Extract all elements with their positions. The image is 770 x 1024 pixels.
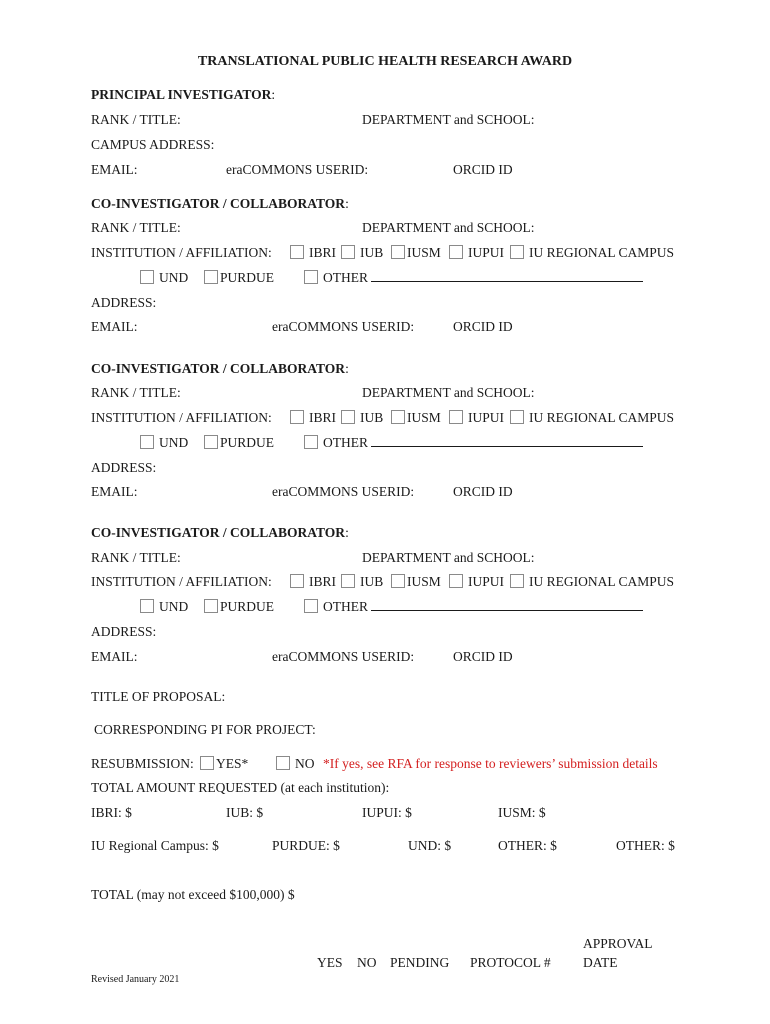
coi-2-ibri-label: IBRI	[309, 410, 336, 425]
coi-1-other-field[interactable]	[323, 270, 643, 286]
coi-2-eracommons-field[interactable]: eraCOMMONS USERID:	[272, 484, 415, 499]
coi-1-iupui-label: IUPUI	[468, 245, 504, 260]
coi-2-other-field[interactable]	[323, 435, 643, 451]
no-column-header: NO	[357, 955, 377, 970]
coi-2-iub-checkbox[interactable]	[341, 410, 355, 424]
resubmission-no-label: NO	[295, 756, 315, 771]
coi-3-department-field[interactable]: DEPARTMENT and SCHOOL:	[362, 550, 535, 565]
coi-2-rank-field[interactable]: RANK / TITLE:	[91, 385, 181, 400]
resubmission-label: RESUBMISSION:	[91, 756, 194, 771]
coi-3-other-checkbox[interactable]	[304, 599, 318, 613]
coi-2-other-checkbox[interactable]	[304, 435, 318, 449]
coi-2-heading-colon: :	[345, 361, 349, 376]
coi-3-eracommons-field[interactable]: eraCOMMONS USERID:	[272, 649, 415, 664]
coi-1-und-checkbox[interactable]	[140, 270, 154, 284]
coi-1-heading-colon: :	[345, 196, 349, 211]
pi-heading-colon: :	[271, 87, 276, 102]
resubmission-yes-label: YES*	[216, 756, 249, 771]
coi-2-iub-label: IUB	[360, 410, 384, 425]
coi-3-iupui-label: IUPUI	[468, 574, 504, 589]
coi-3-purdue-checkbox[interactable]	[204, 599, 218, 613]
coi-2-und-label: UND	[159, 435, 189, 450]
coi-1-regional-label: IU REGIONAL CAMPUS	[529, 245, 675, 260]
coi-1-iub-checkbox[interactable]	[341, 245, 355, 259]
coi-1-department-field[interactable]: DEPARTMENT and SCHOOL:	[362, 220, 535, 235]
pi-heading-text: PRINCIPAL INVESTIGATOR	[91, 87, 272, 102]
coi-2-institution-label: INSTITUTION / AFFILIATION:	[91, 410, 272, 425]
coi-3-rank-field[interactable]: RANK / TITLE:	[91, 550, 181, 565]
coi-2-heading-text: CO-INVESTIGATOR / COLLABORATOR	[91, 361, 346, 376]
coi-2-heading	[91, 361, 349, 377]
coi-3-regional-label: IU REGIONAL CAMPUS	[529, 574, 675, 589]
amount-regional-field[interactable]: IU Regional Campus: $	[91, 838, 219, 853]
approval-header: APPROVAL	[583, 936, 653, 951]
coi-2-other-underline	[371, 435, 643, 447]
pi-orcid-field[interactable]: ORCID ID	[453, 162, 513, 177]
coi-3-iusm-label: IUSM	[407, 574, 441, 589]
coi-2-iupui-label: IUPUI	[468, 410, 504, 425]
coi-3-regional-checkbox[interactable]	[510, 574, 524, 588]
coi-3-heading-text: CO-INVESTIGATOR / COLLABORATOR	[91, 525, 346, 540]
coi-1-regional-checkbox[interactable]	[510, 245, 524, 259]
amount-iub-field[interactable]: IUB: $	[226, 805, 264, 820]
coi-1-other-underline	[371, 270, 643, 282]
coi-3-email-field[interactable]: EMAIL:	[91, 649, 138, 664]
resubmission-no-checkbox[interactable]	[276, 756, 290, 770]
resubmission-note: *If yes, see RFA for response to reviewers’ submission details	[323, 756, 658, 771]
yes-column-header: YES	[317, 955, 343, 970]
amount-und-field[interactable]: UND: $	[408, 838, 452, 853]
coi-2-iupui-checkbox[interactable]	[449, 410, 463, 424]
coi-3-other-label: OTHER	[323, 599, 368, 614]
coi-3-address-field[interactable]: ADDRESS:	[91, 624, 157, 639]
coi-1-iub-label: IUB	[360, 245, 384, 260]
coi-3-iub-checkbox[interactable]	[341, 574, 355, 588]
coi-3-purdue-label: PURDUE	[220, 599, 275, 614]
coi-1-ibri-checkbox[interactable]	[290, 245, 304, 259]
coi-1-email-field[interactable]: EMAIL:	[91, 319, 138, 334]
coi-1-purdue-label: PURDUE	[220, 270, 275, 285]
pi-campus-address-field[interactable]: CAMPUS ADDRESS:	[91, 137, 215, 152]
coi-1-institution-label: INSTITUTION / AFFILIATION:	[91, 245, 272, 260]
coi-2-orcid-field[interactable]: ORCID ID	[453, 484, 513, 499]
proposal-title-field[interactable]: TITLE OF PROPOSAL:	[91, 689, 226, 704]
resubmission-yes-checkbox[interactable]	[200, 756, 214, 770]
pi-email-field[interactable]: EMAIL:	[91, 162, 138, 177]
pending-column-header: PENDING	[390, 955, 450, 970]
coi-1-und-label: UND	[159, 270, 189, 285]
coi-3-und-checkbox[interactable]	[140, 599, 154, 613]
coi-1-rank-field[interactable]: RANK / TITLE:	[91, 220, 181, 235]
pi-rank-field[interactable]: RANK / TITLE:	[91, 112, 181, 127]
pi-heading	[91, 87, 275, 103]
coi-3-iusm-checkbox[interactable]	[391, 574, 405, 588]
coi-3-ibri-checkbox[interactable]	[290, 574, 304, 588]
revision-note: Revised January 2021	[91, 974, 180, 985]
coi-2-purdue-checkbox[interactable]	[204, 435, 218, 449]
coi-3-orcid-field[interactable]: ORCID ID	[453, 649, 513, 664]
coi-2-iusm-label: IUSM	[407, 410, 441, 425]
coi-2-other-label: OTHER	[323, 435, 368, 450]
coi-2-und-checkbox[interactable]	[140, 435, 154, 449]
coi-2-department-field[interactable]: DEPARTMENT and SCHOOL:	[362, 385, 535, 400]
pi-department-field[interactable]: DEPARTMENT and SCHOOL:	[362, 112, 535, 127]
coi-1-orcid-field[interactable]: ORCID ID	[453, 319, 513, 334]
coi-1-iusm-checkbox[interactable]	[391, 245, 405, 259]
coi-3-other-field[interactable]	[323, 599, 643, 615]
amount-iupui-field[interactable]: IUPUI: $	[362, 805, 412, 820]
coi-2-address-field[interactable]: ADDRESS:	[91, 460, 157, 475]
amount-ibri-field[interactable]: IBRI: $	[91, 805, 132, 820]
corresponding-pi-field[interactable]: CORRESPONDING PI FOR PROJECT:	[94, 722, 316, 737]
coi-3-other-underline	[371, 599, 643, 611]
coi-1-other-label: OTHER	[323, 270, 368, 285]
coi-2-purdue-label: PURDUE	[220, 435, 275, 450]
coi-3-und-label: UND	[159, 599, 189, 614]
coi-3-iupui-checkbox[interactable]	[449, 574, 463, 588]
amount-iusm-field[interactable]: IUSM: $	[498, 805, 546, 820]
amount-other-2-field[interactable]: OTHER: $	[616, 838, 675, 853]
coi-2-regional-label: IU REGIONAL CAMPUS	[529, 410, 675, 425]
coi-1-eracommons-field[interactable]: eraCOMMONS USERID:	[272, 319, 415, 334]
coi-3-institution-label: INSTITUTION / AFFILIATION:	[91, 574, 272, 589]
coi-2-iusm-checkbox[interactable]	[391, 410, 405, 424]
protocol-column-header: PROTOCOL #	[470, 955, 551, 970]
coi-3-heading	[91, 525, 349, 541]
coi-1-heading	[91, 196, 349, 212]
coi-2-regional-checkbox[interactable]	[510, 410, 524, 424]
coi-1-heading-text: CO-INVESTIGATOR / COLLABORATOR	[91, 196, 346, 211]
date-column-header: DATE	[583, 955, 618, 970]
coi-2-email-field[interactable]: EMAIL:	[91, 484, 138, 499]
total-requested-label: TOTAL AMOUNT REQUESTED (at each institution):	[91, 780, 390, 795]
coi-1-ibri-label: IBRI	[309, 245, 336, 260]
amount-purdue-field[interactable]: PURDUE: $	[272, 838, 340, 853]
coi-3-ibri-label: IBRI	[309, 574, 336, 589]
pi-eracommons-field[interactable]: eraCOMMONS USERID:	[226, 162, 369, 177]
amount-other-1-field[interactable]: OTHER: $	[498, 838, 557, 853]
total-amount-field[interactable]: TOTAL (may not exceed $100,000) $	[91, 887, 295, 902]
coi-2-ibri-checkbox[interactable]	[290, 410, 304, 424]
coi-1-purdue-checkbox[interactable]	[204, 270, 218, 284]
coi-1-iusm-label: IUSM	[407, 245, 441, 260]
coi-3-iub-label: IUB	[360, 574, 384, 589]
coi-1-address-field[interactable]: ADDRESS:	[91, 295, 157, 310]
coi-1-iupui-checkbox[interactable]	[449, 245, 463, 259]
coi-3-heading-colon: :	[345, 525, 349, 540]
coi-1-other-checkbox[interactable]	[304, 270, 318, 284]
form-title: TRANSLATIONAL PUBLIC HEALTH RESEARCH AWARD	[197, 54, 573, 69]
